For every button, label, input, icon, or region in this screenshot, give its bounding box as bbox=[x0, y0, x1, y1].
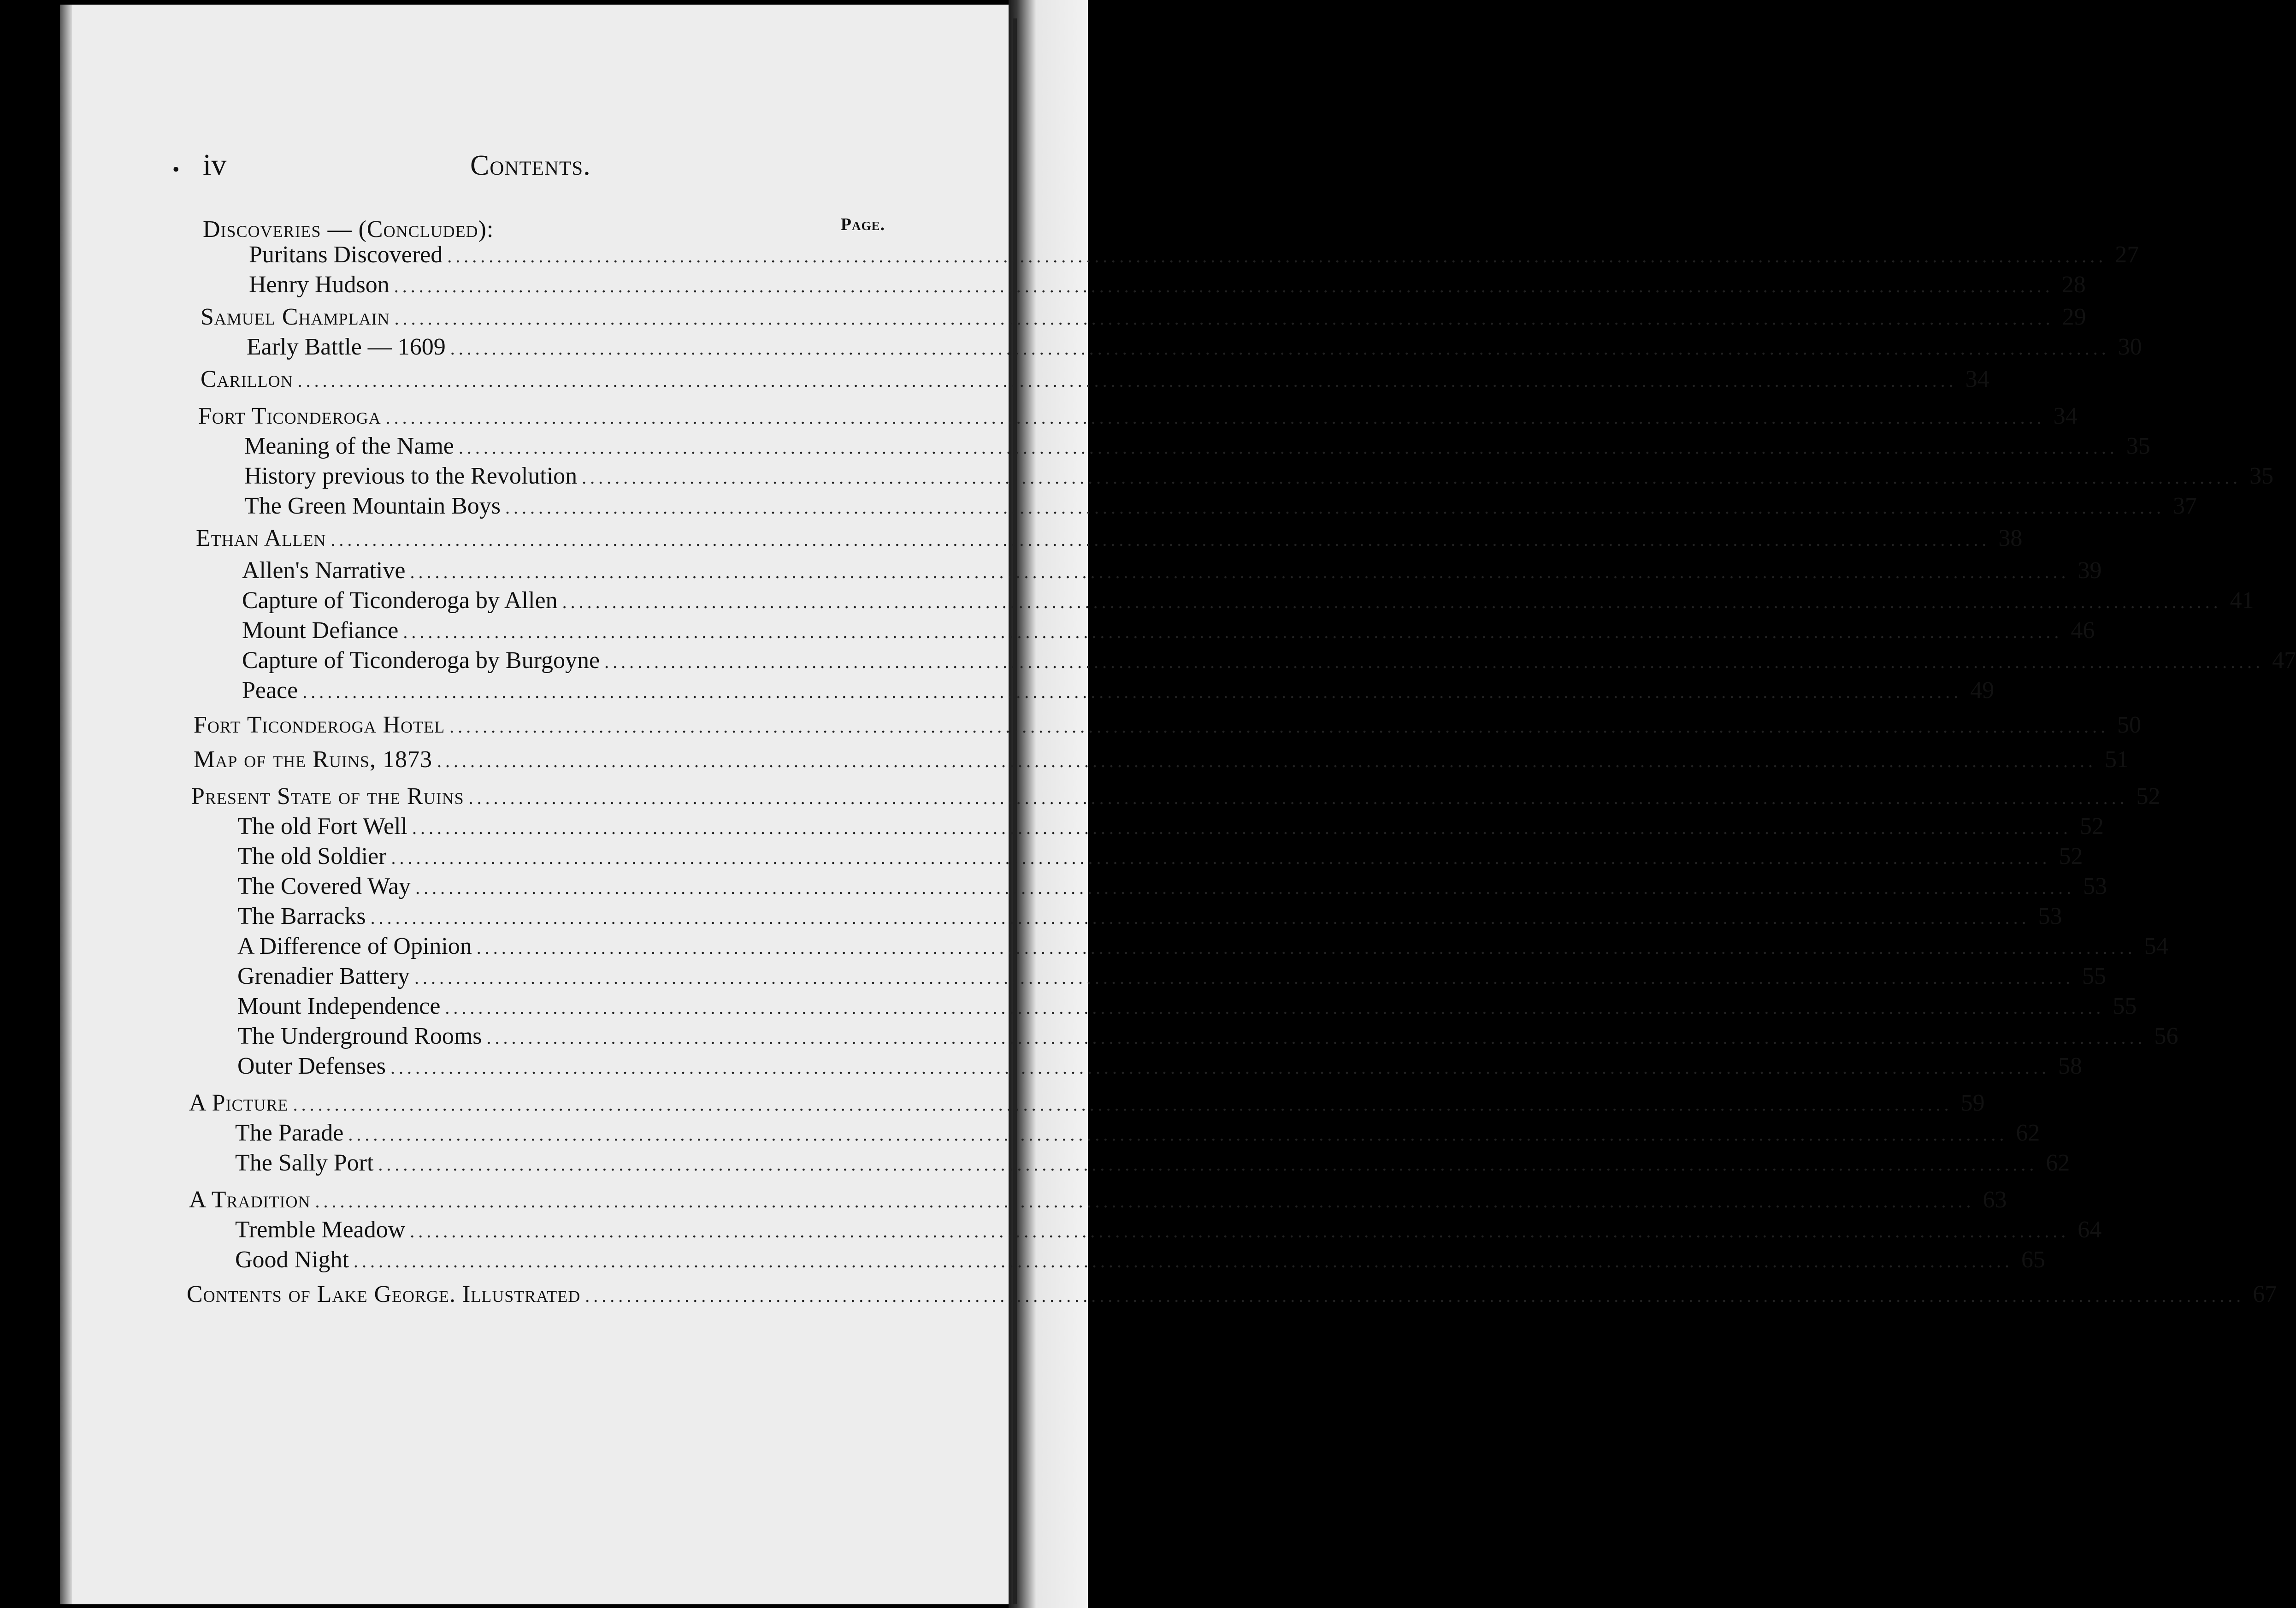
toc-entry-title: Early Battle — 1609 bbox=[247, 334, 446, 360]
toc-entry-title: The Green Mountain Boys bbox=[244, 493, 501, 519]
toc-entry-title: Discoveries — (Concluded): bbox=[203, 216, 494, 242]
toc-section-entry bbox=[189, 1185, 2007, 1215]
toc-subentry bbox=[249, 270, 2086, 300]
toc-page-number: 58 bbox=[2058, 1053, 2082, 1079]
toc-subentry bbox=[242, 645, 2296, 676]
toc-subentry bbox=[237, 991, 2137, 1022]
toc-entry-title: Peace bbox=[242, 677, 298, 704]
dot-leader: ........................................................................................................................................................................................................ bbox=[486, 1027, 2146, 1048]
toc-subentry bbox=[237, 961, 2106, 992]
toc-entry-title: Puritans Discovered bbox=[249, 242, 443, 268]
toc-entry-title: The Sally Port bbox=[235, 1150, 374, 1176]
toc-entry-title: The Parade bbox=[235, 1120, 344, 1146]
toc-entry-title: Good Night bbox=[235, 1247, 349, 1273]
toc-page-number: 55 bbox=[2113, 993, 2137, 1019]
toc-subentry bbox=[237, 871, 2107, 902]
toc-subentry bbox=[237, 841, 2083, 872]
toc-page-number: 56 bbox=[2154, 1023, 2178, 1049]
toc-page-number: 52 bbox=[2079, 813, 2104, 839]
toc-subentry bbox=[242, 556, 2102, 586]
toc-entry-title: Meaning of the Name bbox=[244, 433, 454, 459]
page-header bbox=[172, 148, 903, 189]
toc-page-number: 53 bbox=[2083, 873, 2107, 899]
toc-subentry bbox=[242, 675, 1995, 706]
toc-entry-title: Samuel Champlain bbox=[201, 304, 390, 330]
toc-subentry bbox=[237, 1021, 2178, 1052]
dot-leader: ........................................................................................................................................................................................................ bbox=[585, 1285, 2245, 1306]
toc-entry-title: Tremble Meadow bbox=[235, 1217, 406, 1243]
toc-subentry bbox=[235, 1148, 2070, 1178]
toc-entry-title: Grenadier Battery bbox=[237, 963, 410, 989]
toc-entry-title: The old Fort Well bbox=[237, 813, 407, 839]
toc-entry-title: The Underground Rooms bbox=[237, 1023, 482, 1049]
toc-page-number: 62 bbox=[2046, 1150, 2070, 1176]
toc-section-entry bbox=[198, 401, 2078, 432]
toc-entry-title: A Tradition bbox=[189, 1187, 311, 1213]
toc-page-number: 54 bbox=[2144, 933, 2168, 959]
toc-page-number: 34 bbox=[1965, 366, 1989, 392]
toc-entry-title: A Picture bbox=[189, 1090, 289, 1116]
toc-page-number: 53 bbox=[2038, 903, 2062, 929]
dot-leader: ........................................................................................................................................................................................................ bbox=[562, 591, 2222, 612]
toc-page-number: 30 bbox=[2118, 334, 2142, 360]
dot-leader: ........................................................................................................................................................................................................ bbox=[297, 370, 1957, 391]
toc-entry-title: History previous to the Revolution bbox=[244, 463, 578, 489]
dot-leader: ........................................................................................................................................................................................................ bbox=[582, 467, 2242, 488]
running-title: Contents. bbox=[470, 150, 591, 181]
dot-leader: ........................................................................................................................................................................................................ bbox=[414, 967, 2074, 988]
toc-page-number: 37 bbox=[2173, 493, 2197, 519]
toc-page-number: 59 bbox=[1960, 1090, 1985, 1116]
toc-page-number: 52 bbox=[2136, 783, 2160, 810]
dot-leader: ........................................................................................................................................................................................................ bbox=[331, 529, 1990, 550]
toc-subentry bbox=[244, 461, 2274, 491]
dot-leader: ........................................................................................................................................................................................................ bbox=[412, 817, 2072, 838]
toc-page-number: 49 bbox=[1970, 677, 1995, 704]
toc-entry-title: A Difference of Opinion bbox=[237, 933, 472, 959]
toc-entry-title: Henry Hudson bbox=[249, 272, 390, 298]
toc-entry-title: Map of the Ruins, 1873 bbox=[194, 746, 432, 773]
toc-subentry bbox=[237, 931, 2168, 962]
toc-subentry bbox=[244, 431, 2150, 461]
dot-leader: ........................................................................................................................................................................................................ bbox=[447, 246, 2107, 266]
toc-page-number: 35 bbox=[2126, 433, 2150, 459]
toc-entry-title: Mount Defiance bbox=[242, 617, 399, 644]
toc-entry-title: The old Soldier bbox=[237, 843, 387, 869]
toc-page-number: 34 bbox=[2053, 403, 2078, 429]
toc-section-entry bbox=[187, 1279, 2277, 1310]
toc-page-number: 67 bbox=[2253, 1281, 2277, 1307]
dot-leader: ........................................................................................................................................................................................................ bbox=[458, 437, 2118, 458]
toc-page-number: 51 bbox=[2104, 746, 2129, 773]
toc-section-entry bbox=[194, 745, 2129, 775]
toc-subentry bbox=[242, 615, 2095, 646]
dot-leader: ........................................................................................................................................................................................................ bbox=[410, 1221, 2070, 1241]
toc-entry-title: The Barracks bbox=[237, 903, 366, 929]
toc-subentry bbox=[235, 1118, 2040, 1148]
dot-leader: ........................................................................................................................................................................................................ bbox=[410, 562, 2070, 582]
toc-entry-title: Contents of Lake George. Illustrated bbox=[187, 1281, 581, 1307]
dot-leader: ........................................................................................................................................................................................................ bbox=[604, 651, 2264, 672]
toc-entry-title: Ethan Allen bbox=[196, 525, 326, 551]
dot-leader: ........................................................................................................................................................................................................ bbox=[394, 308, 2054, 329]
page-left-edge-shadow bbox=[60, 5, 72, 1604]
dot-leader: ........................................................................................................................................................................................................ bbox=[385, 407, 2045, 428]
dot-leader: ........................................................................................................................................................................................................ bbox=[315, 1191, 1975, 1212]
toc-subentry bbox=[244, 491, 2197, 521]
toc-section-entry bbox=[196, 523, 2023, 554]
dot-leader: ........................................................................................................................................................................................................ bbox=[505, 497, 2165, 518]
toc-entry-title: Capture of Ticonderoga by Allen bbox=[242, 587, 558, 614]
toc-entry-title: Allen's Narrative bbox=[242, 557, 406, 584]
dot-leader: ........................................................................................................................................................................................................ bbox=[468, 787, 2128, 808]
toc-page-number: 55 bbox=[2082, 963, 2106, 989]
toc-entry-title: The Covered Way bbox=[237, 873, 411, 899]
toc-subentry bbox=[237, 901, 2062, 932]
toc-entry-title: Fort Ticonderoga bbox=[198, 403, 381, 429]
toc-subentry bbox=[237, 811, 2104, 842]
toc-page-number: 29 bbox=[2062, 304, 2086, 330]
page-folio: iv bbox=[203, 148, 227, 182]
toc-page-number: 28 bbox=[2061, 272, 2086, 298]
toc-section-entry bbox=[189, 1088, 1985, 1118]
dot-leader: ........................................................................................................................................................................................................ bbox=[445, 997, 2105, 1018]
toc-subentry bbox=[237, 1051, 2082, 1082]
dot-leader: ........................................................................................................................................................................................................ bbox=[348, 1124, 2008, 1145]
dot-leader: ........................................................................................................................................................................................................ bbox=[293, 1094, 1953, 1115]
toc-page-number: 46 bbox=[2071, 617, 2095, 644]
dot-leader: ........................................................................................................................................................................................................ bbox=[415, 877, 2075, 898]
toc-page-number: 64 bbox=[2078, 1217, 2102, 1243]
toc-page-number: 50 bbox=[2117, 712, 2142, 738]
toc-page-number: 52 bbox=[2059, 843, 2083, 869]
dot-leader: ........................................................................................................................................................................................................ bbox=[378, 1154, 2038, 1175]
toc-subentry bbox=[242, 585, 2254, 616]
bullet-mark: • bbox=[172, 158, 180, 181]
toc-page-number: 38 bbox=[1998, 525, 2023, 551]
toc-page-number: 27 bbox=[2115, 242, 2139, 268]
dot-leader: ........................................................................................................................................................................................................ bbox=[302, 681, 1962, 702]
toc-page-number: 35 bbox=[2249, 463, 2274, 489]
toc-page-number: 41 bbox=[2230, 587, 2254, 614]
toc-section-entry bbox=[201, 302, 2086, 332]
dot-leader: ........................................................................................................................................................................................................ bbox=[370, 907, 2030, 928]
dot-leader: ........................................................................................................................................................................................................ bbox=[437, 751, 2096, 771]
toc-entry-title: Present State of the Ruins bbox=[191, 783, 464, 810]
toc-page-number: 39 bbox=[2078, 557, 2102, 584]
toc-section-entry bbox=[191, 781, 2160, 812]
dot-leader: ........................................................................................................................................................................................................ bbox=[394, 276, 2054, 296]
toc-entry-title: Carillon bbox=[201, 366, 293, 392]
toc-section-entry bbox=[201, 364, 1989, 395]
toc-subentry bbox=[249, 240, 2139, 270]
toc-page-number: 65 bbox=[2021, 1247, 2045, 1273]
dot-leader: ........................................................................................................................................................................................................ bbox=[450, 338, 2110, 359]
page-column-heading: Page. bbox=[840, 215, 885, 234]
dot-leader: ........................................................................................................................................................................................................ bbox=[476, 937, 2136, 958]
toc-subentry bbox=[247, 332, 2142, 362]
toc-section-entry bbox=[194, 710, 2142, 740]
toc-entry-title: Mount Independence bbox=[237, 993, 441, 1019]
dot-leader: ........................................................................................................................................................................................................ bbox=[449, 716, 2109, 737]
toc-entry-title: Capture of Ticonderoga by Burgoyne bbox=[242, 647, 600, 674]
toc-page-number: 47 bbox=[2272, 647, 2296, 674]
toc-page-number: 63 bbox=[1983, 1187, 2007, 1213]
dot-leader: ........................................................................................................................................................................................................ bbox=[390, 1057, 2050, 1078]
toc-subentry bbox=[235, 1215, 2102, 1245]
toc-entry-title: Fort Ticonderoga Hotel bbox=[194, 712, 445, 738]
toc-page-number: 62 bbox=[2016, 1120, 2040, 1146]
dot-leader: ........................................................................................................................................................................................................ bbox=[354, 1251, 2013, 1271]
toc-subentry bbox=[235, 1245, 2045, 1275]
dot-leader: ........................................................................................................................................................................................................ bbox=[403, 621, 2063, 642]
toc-entry-title: Outer Defenses bbox=[237, 1053, 386, 1079]
dot-leader: ........................................................................................................................................................................................................ bbox=[391, 847, 2051, 868]
